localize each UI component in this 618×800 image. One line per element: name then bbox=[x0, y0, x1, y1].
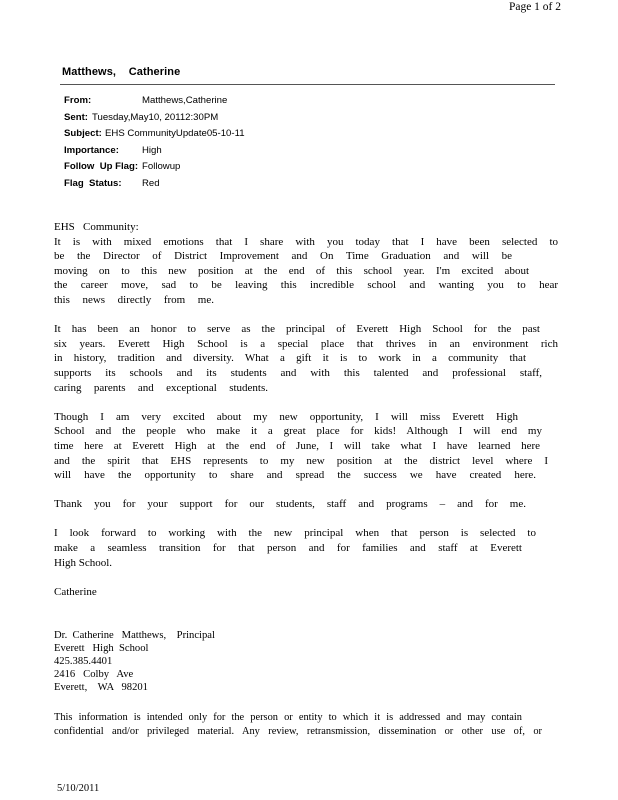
subject-row bbox=[64, 126, 245, 143]
paragraph-1: It is with mixed emotions that I share with you today that I have been selected to be the Director of District Improvement and On Time Graduation and will be moving on to this new position at the end of this school year. I'm excited about the career move, sad to be leaving this incredible school and wanting you to hear this news directly from me. bbox=[54, 235, 558, 306]
paragraph-5: I look forward to working with the new principal when that person is selected to make a seamless transition for that person and for families and staff at Everett High School. bbox=[54, 527, 536, 569]
page-number: Page 1 of 2 bbox=[508, 1, 561, 13]
email-body bbox=[54, 220, 558, 599]
signature-school: Everett High School bbox=[54, 643, 149, 654]
signature-phone: 425.385.4401 bbox=[54, 656, 113, 667]
confidentiality-disclaimer: This information is intended only for the person or entity to which it is addressed and may contain confidential and/or privileged material. Any review, retransmission, dissemination or other use of, or bbox=[54, 712, 542, 737]
sender-heading: Matthews, Catherine bbox=[62, 66, 181, 78]
subject-value: EHS CommunityUpdate05-10-11 bbox=[105, 128, 245, 140]
signature-name-title: Dr. Catherine Matthews, Principal bbox=[54, 630, 215, 641]
from-value: Matthews,Catherine bbox=[142, 95, 228, 106]
paragraph-4: Thank you for your support for our students, staff and programs – and for me. bbox=[54, 498, 526, 511]
paragraph-2: It has been an honor to serve as the principal of Everett High School for the past six years. Everett High School is a special place that thrives in an environment rich in history, tradition and diversity. What a gift it is to work in a community that supports its schools and its students and with this talented and professional staff, caring parents and exceptional students. bbox=[54, 323, 558, 394]
signature-street: 2416 Colby Ave bbox=[54, 669, 134, 680]
sent-row bbox=[64, 110, 245, 127]
importance-label: Importance: bbox=[64, 144, 119, 156]
flag-status-label: Flag Status: bbox=[64, 177, 122, 189]
footer-date: 5/10/2011 bbox=[57, 783, 100, 794]
signature-city: Everett, WA 98201 bbox=[54, 682, 148, 693]
closing: Catherine bbox=[54, 585, 97, 598]
flag-status-row bbox=[64, 176, 245, 193]
follow-up-value: Followup bbox=[142, 161, 181, 173]
subject-label: Subject: bbox=[64, 128, 102, 140]
sent-value: Tuesday,May10, 20112:30PM bbox=[92, 111, 219, 123]
from-label: From: bbox=[64, 95, 92, 106]
email-header bbox=[64, 93, 245, 193]
follow-up-row bbox=[64, 159, 245, 176]
sent-label: Sent: bbox=[64, 111, 88, 123]
importance-value: High bbox=[142, 144, 162, 156]
from-row bbox=[64, 93, 245, 110]
header-divider bbox=[60, 84, 555, 85]
importance-row bbox=[64, 143, 245, 160]
flag-status-value: Red bbox=[142, 177, 160, 189]
follow-up-label: Follow Up Flag: bbox=[64, 161, 139, 173]
greeting: EHS Community: bbox=[54, 221, 139, 233]
paragraph-3: Though I am very excited about my new opportunity, I will miss Everett High School and the people who make it a great place for kids! Although I will end my time here at Everett High at the end of June, I will take what I have learned here and the spirit that EHS represents to my new position at the district level where I will have the opportunity to share and spread the success we have created here. bbox=[54, 410, 548, 482]
signature-block bbox=[54, 629, 215, 694]
